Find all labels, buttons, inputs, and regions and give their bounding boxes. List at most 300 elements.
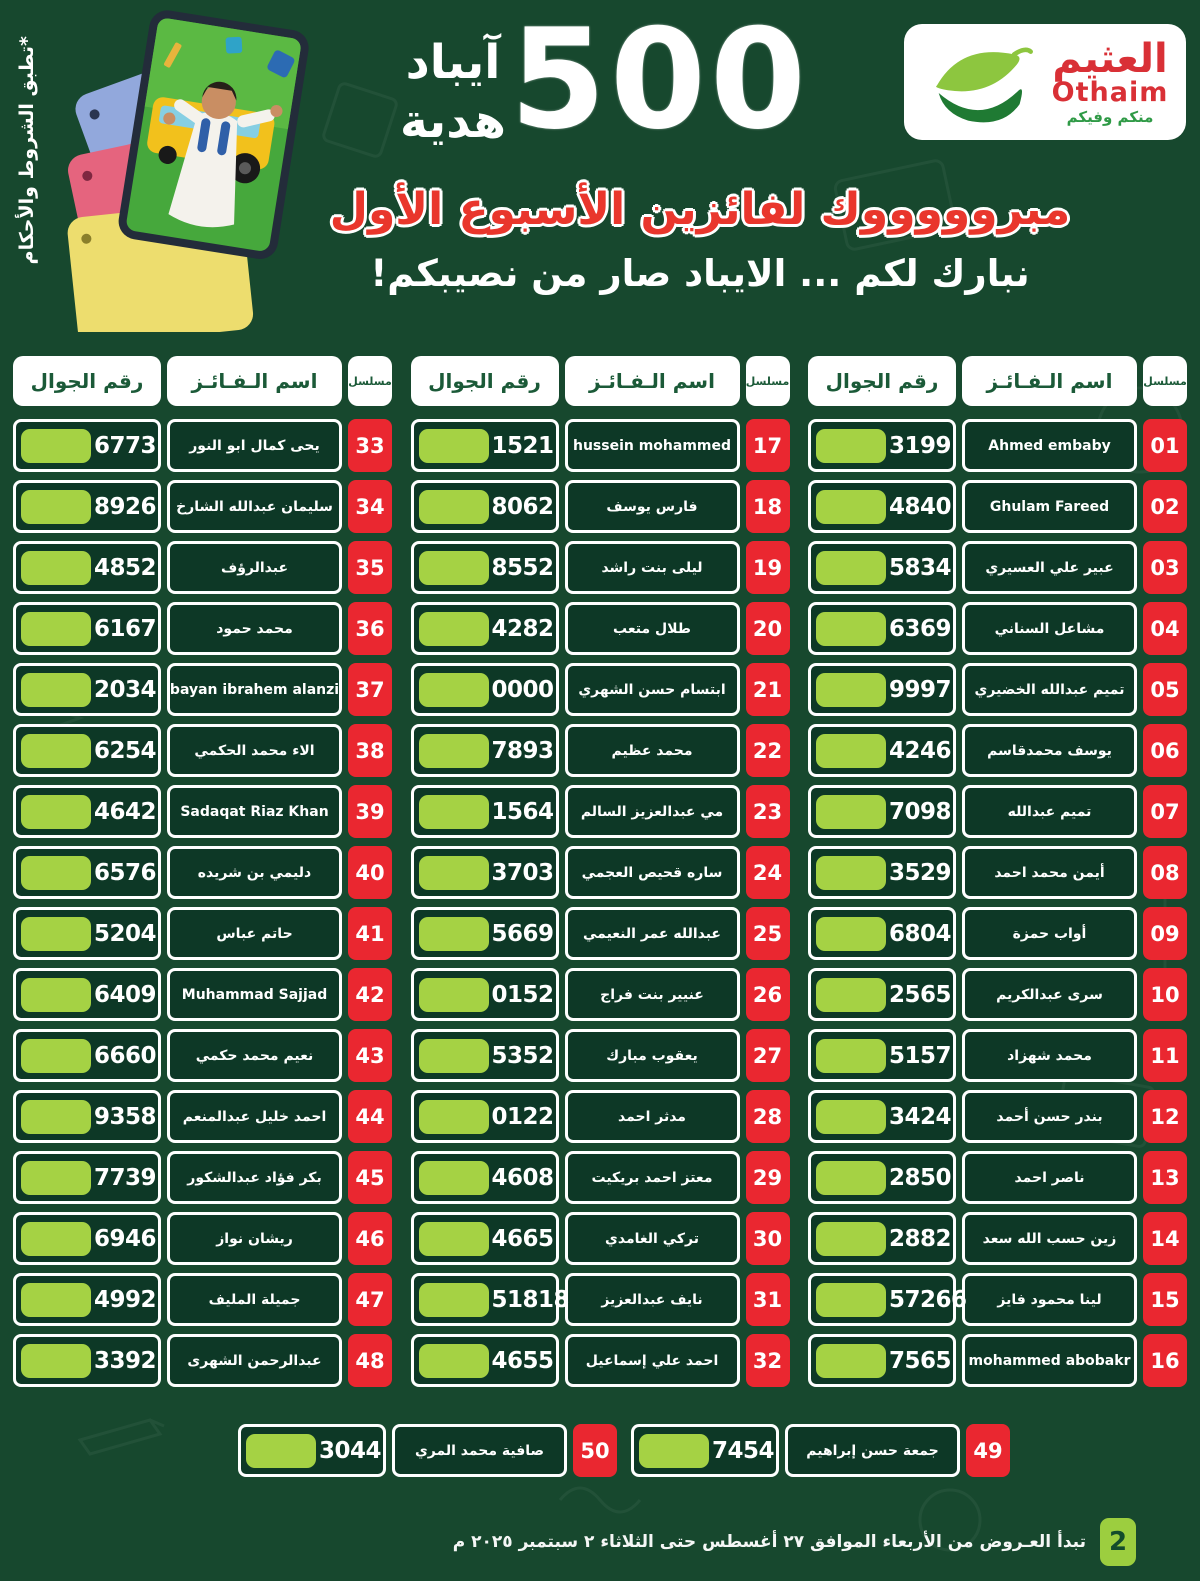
- winner-name: فارس يوسف: [565, 480, 740, 533]
- phone-visible-digits: 7098: [889, 798, 952, 825]
- table-row: [13, 1151, 392, 1204]
- phone-censor-pill: [816, 429, 886, 463]
- winner-phone: [808, 1334, 956, 1387]
- phone-visible-digits: 8926: [94, 493, 157, 520]
- phone-visible-digits: 0122: [491, 1103, 554, 1130]
- table-row: [411, 1151, 790, 1204]
- winner-name: الاء محمد الحكمي: [167, 724, 342, 777]
- phone-censor-pill: [21, 1039, 91, 1073]
- winners-column-3: [13, 356, 392, 1395]
- table-header-row: [13, 356, 392, 406]
- winner-serial: 24: [746, 846, 790, 899]
- winner-phone: [13, 541, 161, 594]
- phone-visible-digits: 7739: [94, 1164, 157, 1191]
- table-row: [13, 785, 392, 838]
- table-row: [411, 419, 790, 472]
- phone-visible-digits: 3424: [889, 1103, 952, 1130]
- phone-censor-pill: [419, 978, 489, 1012]
- phone-visible-digits: 2882: [889, 1225, 952, 1252]
- header-serial: مسلسل: [746, 356, 790, 406]
- phone-visible-digits: 0000: [491, 676, 554, 703]
- phone-censor-pill: [21, 1344, 91, 1378]
- table-row: [13, 1029, 392, 1082]
- header-phone: رقم الجوال: [13, 356, 161, 406]
- table-row: [808, 724, 1187, 777]
- phone-visible-digits: 1521: [491, 432, 554, 459]
- phone-censor-pill: [816, 1039, 886, 1073]
- winner-serial: 25: [746, 907, 790, 960]
- phone-censor-pill: [419, 1344, 489, 1378]
- phone-visible-digits: 5834: [889, 554, 952, 581]
- winner-serial: 04: [1143, 602, 1187, 655]
- winner-phone: [631, 1424, 779, 1477]
- phone-visible-digits: 5157: [889, 1042, 952, 1069]
- phone-censor-pill: [21, 917, 91, 951]
- table-row: [808, 846, 1187, 899]
- phone-visible-digits: 6409: [94, 981, 157, 1008]
- phone-censor-pill: [419, 795, 489, 829]
- winner-phone: [13, 1273, 161, 1326]
- winner-phone: [13, 1151, 161, 1204]
- table-row: [411, 785, 790, 838]
- table-row: [13, 663, 392, 716]
- phone-censor-pill: [21, 673, 91, 707]
- table-row: [13, 907, 392, 960]
- phone-censor-pill: [21, 1161, 91, 1195]
- phone-visible-digits: 7565: [889, 1347, 952, 1374]
- leaf-icon: [922, 36, 1040, 128]
- phone-censor-pill: [816, 1100, 886, 1134]
- phone-visible-digits: 4992: [94, 1286, 157, 1313]
- winner-serial: 06: [1143, 724, 1187, 777]
- winner-serial: 31: [746, 1273, 790, 1326]
- phone-censor-pill: [816, 612, 886, 646]
- phone-visible-digits: 3392: [94, 1347, 157, 1374]
- phone-censor-pill: [419, 734, 489, 768]
- winner-name: عبير علي العسيري: [962, 541, 1137, 594]
- winner-phone: [13, 785, 161, 838]
- winner-serial: 08: [1143, 846, 1187, 899]
- phone-visible-digits: 0152: [491, 981, 554, 1008]
- winner-phone: [808, 1090, 956, 1143]
- phone-visible-digits: 4665: [491, 1225, 554, 1252]
- phone-visible-digits: 7454: [712, 1437, 775, 1464]
- winner-serial: 28: [746, 1090, 790, 1143]
- winner-name: أيمن محمد احمد: [962, 846, 1137, 899]
- winner-phone: [411, 968, 559, 1021]
- phone-visible-digits: 9358: [94, 1103, 157, 1130]
- winner-name: بندر حسن أحمد: [962, 1090, 1137, 1143]
- winner-name: Muhammad Sajjad: [167, 968, 342, 1021]
- table-row: [631, 1424, 1010, 1477]
- phone-visible-digits: 2850: [889, 1164, 952, 1191]
- winner-phone: [808, 1212, 956, 1265]
- winner-serial: 12: [1143, 1090, 1187, 1143]
- phone-censor-pill: [816, 856, 886, 890]
- winner-name: مشاعل السناني: [962, 602, 1137, 655]
- phone-visible-digits: 5204: [94, 920, 157, 947]
- winner-phone: [808, 785, 956, 838]
- header-phone: رقم الجوال: [411, 356, 559, 406]
- winner-name: محمد عظيم: [565, 724, 740, 777]
- phone-censor-pill: [419, 1283, 489, 1317]
- table-row: [411, 907, 790, 960]
- table-row: [808, 419, 1187, 472]
- winner-name: عبدالرؤف: [167, 541, 342, 594]
- phone-censor-pill: [419, 1222, 489, 1256]
- winner-phone: [808, 1029, 956, 1082]
- table-row: [808, 1273, 1187, 1326]
- phone-visible-digits: 6660: [94, 1042, 157, 1069]
- winner-serial: 43: [348, 1029, 392, 1082]
- phone-visible-digits: 9997: [889, 676, 952, 703]
- winner-phone: [238, 1424, 386, 1477]
- phone-censor-pill: [21, 734, 91, 768]
- winner-serial: 13: [1143, 1151, 1187, 1204]
- winner-serial: 16: [1143, 1334, 1187, 1387]
- winner-name: ساره قحيص العجمي: [565, 846, 740, 899]
- table-row: [13, 602, 392, 655]
- table-row: [411, 1090, 790, 1143]
- winner-phone: [411, 1334, 559, 1387]
- phone-visible-digits: 6804: [889, 920, 952, 947]
- winner-serial: 30: [746, 1212, 790, 1265]
- winner-serial: 44: [348, 1090, 392, 1143]
- winner-phone: [13, 968, 161, 1021]
- phone-visible-digits: 4840: [889, 493, 952, 520]
- winner-phone: [411, 846, 559, 899]
- winner-phone: [13, 602, 161, 655]
- table-row: [238, 1424, 617, 1477]
- winner-serial: 11: [1143, 1029, 1187, 1082]
- winner-phone: [13, 663, 161, 716]
- winner-phone: [411, 1212, 559, 1265]
- phone-censor-pill: [21, 490, 91, 524]
- phone-visible-digits: 4246: [889, 737, 952, 764]
- congrats-subheadline: نبارك لكم ... الايباد صار من نصيبكم!: [370, 252, 1030, 295]
- phone-visible-digits: 5669: [491, 920, 554, 947]
- phone-visible-digits: 8062: [491, 493, 554, 520]
- table-row: [808, 1334, 1187, 1387]
- winners-table: [13, 356, 1187, 1395]
- winner-serial: 34: [348, 480, 392, 533]
- phone-censor-pill: [419, 856, 489, 890]
- winner-serial: 42: [348, 968, 392, 1021]
- phone-censor-pill: [816, 673, 886, 707]
- table-row: [13, 1212, 392, 1265]
- phone-censor-pill: [419, 429, 489, 463]
- phone-visible-digits: 4852: [94, 554, 157, 581]
- phone-censor-pill: [21, 1100, 91, 1134]
- table-row: [13, 419, 392, 472]
- winner-serial: 01: [1143, 419, 1187, 472]
- winner-name: bayan ibrahem alanzi: [167, 663, 342, 716]
- table-row: [411, 541, 790, 594]
- table-row: [808, 785, 1187, 838]
- winner-phone: [411, 663, 559, 716]
- table-row: [411, 724, 790, 777]
- phone-censor-pill: [816, 551, 886, 585]
- table-row: [808, 1212, 1187, 1265]
- winner-name: دليمي بن شريده: [167, 846, 342, 899]
- winner-name: محمد شهزاد: [962, 1029, 1137, 1082]
- winner-phone: [13, 1212, 161, 1265]
- winner-phone: [808, 419, 956, 472]
- phone-visible-digits: 51818: [491, 1286, 570, 1313]
- table-row: [411, 846, 790, 899]
- winner-name: يوسف محمدقاسم: [962, 724, 1137, 777]
- winner-serial: 33: [348, 419, 392, 472]
- table-row: [808, 541, 1187, 594]
- phone-censor-pill: [21, 795, 91, 829]
- winner-phone: [808, 846, 956, 899]
- terms-note: *تطبق الشروط والأحكام: [16, 36, 38, 265]
- winner-serial: 18: [746, 480, 790, 533]
- table-row: [411, 1273, 790, 1326]
- winner-serial: 05: [1143, 663, 1187, 716]
- winner-name: حاتم عباس: [167, 907, 342, 960]
- table-row: [411, 602, 790, 655]
- phone-censor-pill: [816, 1283, 886, 1317]
- footer: [453, 1518, 1136, 1566]
- table-row: [411, 1334, 790, 1387]
- phone-censor-pill: [246, 1434, 316, 1468]
- winner-phone: [808, 602, 956, 655]
- winner-phone: [13, 1090, 161, 1143]
- winner-serial: 03: [1143, 541, 1187, 594]
- prize-word-ipad: آيباد: [405, 35, 501, 90]
- winner-name: طلال متعب: [565, 602, 740, 655]
- table-row: [411, 663, 790, 716]
- winners-bottom-row: [238, 1424, 1010, 1477]
- table-row: [13, 1090, 392, 1143]
- table-row: [808, 1151, 1187, 1204]
- winner-serial: 37: [348, 663, 392, 716]
- winner-serial: 47: [348, 1273, 392, 1326]
- winners-column-2: [411, 356, 790, 1395]
- phone-censor-pill: [419, 1039, 489, 1073]
- winner-name: ناصر احمد: [962, 1151, 1137, 1204]
- phone-censor-pill: [21, 551, 91, 585]
- phone-censor-pill: [816, 917, 886, 951]
- winner-serial: 19: [746, 541, 790, 594]
- table-row: [808, 480, 1187, 533]
- table-row: [411, 480, 790, 533]
- winner-name: hussein mohammed: [565, 419, 740, 472]
- winner-name: جميلة المليف: [167, 1273, 342, 1326]
- winner-phone: [411, 1029, 559, 1082]
- winner-name: صافية محمد المري: [392, 1424, 567, 1477]
- table-row: [808, 968, 1187, 1021]
- table-row: [13, 724, 392, 777]
- winner-name: جمعة حسن إبراهيم: [785, 1424, 960, 1477]
- winner-name: Sadaqat Riaz Khan: [167, 785, 342, 838]
- winner-name: ريشان نواز: [167, 1212, 342, 1265]
- winner-serial: 39: [348, 785, 392, 838]
- winner-name: نايف عبدالعزيز: [565, 1273, 740, 1326]
- winner-phone: [808, 724, 956, 777]
- phone-censor-pill: [419, 551, 489, 585]
- winner-phone: [808, 1151, 956, 1204]
- phone-visible-digits: 2565: [889, 981, 952, 1008]
- table-row: [13, 968, 392, 1021]
- winner-serial: 29: [746, 1151, 790, 1204]
- phone-visible-digits: 6167: [94, 615, 157, 642]
- winner-name: تركي الغامدي: [565, 1212, 740, 1265]
- winner-serial: 32: [746, 1334, 790, 1387]
- winner-phone: [411, 1151, 559, 1204]
- winner-serial: 50: [573, 1424, 617, 1477]
- phone-visible-digits: 4608: [491, 1164, 554, 1191]
- phone-censor-pill: [419, 917, 489, 951]
- winner-serial: 35: [348, 541, 392, 594]
- winner-phone: [13, 846, 161, 899]
- header-name: اسم الـفـائـز: [565, 356, 740, 406]
- winner-phone: [808, 1273, 967, 1326]
- phone-visible-digits: 6576: [94, 859, 157, 886]
- phone-censor-pill: [816, 978, 886, 1012]
- phone-visible-digits: 2034: [94, 676, 157, 703]
- phone-visible-digits: 6254: [94, 737, 157, 764]
- phone-visible-digits: 5352: [491, 1042, 554, 1069]
- winner-name: سليمان عبدالله الشارخ: [167, 480, 342, 533]
- winner-serial: 26: [746, 968, 790, 1021]
- winner-serial: 46: [348, 1212, 392, 1265]
- phone-visible-digits: 6369: [889, 615, 952, 642]
- winner-name: لينا محمود فايز: [962, 1273, 1137, 1326]
- winner-name: محمد حمود: [167, 602, 342, 655]
- othaim-logo: [904, 24, 1186, 140]
- phone-censor-pill: [21, 612, 91, 646]
- table-row: [13, 480, 392, 533]
- phone-censor-pill: [419, 612, 489, 646]
- congrats-headline: مبروووووك لفائزين الأسبوع الأول: [329, 184, 1071, 235]
- winner-serial: 38: [348, 724, 392, 777]
- phone-censor-pill: [816, 1344, 886, 1378]
- header-phone: رقم الجوال: [808, 356, 956, 406]
- table-row: [411, 1029, 790, 1082]
- prize-title-words: [383, 34, 523, 152]
- phone-visible-digits: 6773: [94, 432, 157, 459]
- winner-phone: [411, 541, 559, 594]
- winner-serial: 49: [966, 1424, 1010, 1477]
- winner-serial: 17: [746, 419, 790, 472]
- phone-censor-pill: [816, 1222, 886, 1256]
- phone-censor-pill: [816, 795, 886, 829]
- brand-tagline: منكم وفيكم: [1066, 108, 1154, 127]
- winner-serial: 23: [746, 785, 790, 838]
- winner-serial: 21: [746, 663, 790, 716]
- page-number-badge: 2: [1100, 1518, 1136, 1566]
- phone-visible-digits: 8552: [491, 554, 554, 581]
- winner-name: Ghulam Fareed: [962, 480, 1137, 533]
- table-row: [808, 602, 1187, 655]
- table-header-row: [808, 356, 1187, 406]
- winner-phone: [411, 1090, 559, 1143]
- phone-visible-digits: 4655: [491, 1347, 554, 1374]
- phone-visible-digits: 4642: [94, 798, 157, 825]
- winner-phone: [411, 907, 559, 960]
- winner-phone: [411, 602, 559, 655]
- phone-visible-digits: 6946: [94, 1225, 157, 1252]
- winner-serial: 48: [348, 1334, 392, 1387]
- winner-phone: [13, 907, 161, 960]
- winner-phone: [411, 724, 559, 777]
- winner-serial: 14: [1143, 1212, 1187, 1265]
- offer-period-text: تبدأ العـروض من الأربعاء الموافق ٢٧ أغسطس حتى الثلاثاء ٢ سبتمبر ٢٠٢٥ م: [452, 1532, 1086, 1552]
- winner-phone: [13, 480, 161, 533]
- prize-word-gift: هدية: [400, 93, 506, 149]
- winner-name: معتز احمد بريكيت: [565, 1151, 740, 1204]
- winner-name: يحى كمال ابو النور: [167, 419, 342, 472]
- phone-visible-digits: 3703: [491, 859, 554, 886]
- table-row: [808, 907, 1187, 960]
- phone-censor-pill: [816, 490, 886, 524]
- phone-censor-pill: [21, 856, 91, 890]
- winner-serial: 40: [348, 846, 392, 899]
- phone-censor-pill: [639, 1434, 709, 1468]
- phone-visible-digits: 7893: [491, 737, 554, 764]
- winner-name: mohammed abobakr: [962, 1334, 1137, 1387]
- header-serial: مسلسل: [1143, 356, 1187, 406]
- winner-name: ليلى بنت راشد: [565, 541, 740, 594]
- winner-name: عبدالرحمن الشهرى: [167, 1334, 342, 1387]
- winner-serial: 20: [746, 602, 790, 655]
- winner-name: سرى عبدالكريم: [962, 968, 1137, 1021]
- table-row: [13, 1334, 392, 1387]
- winner-serial: 36: [348, 602, 392, 655]
- prize-count: 500: [509, 0, 810, 160]
- winner-serial: 02: [1143, 480, 1187, 533]
- winners-column-1: [808, 356, 1187, 1395]
- brand-name-arabic: العثيم: [1052, 35, 1168, 82]
- header-name: اسم الـفـائـز: [962, 356, 1137, 406]
- winner-phone: [13, 1029, 161, 1082]
- phone-visible-digits: 3529: [889, 859, 952, 886]
- winner-name: مي عبدالعزيز السالم: [565, 785, 740, 838]
- table-header-row: [411, 356, 790, 406]
- brand-name-english: Othaim: [1051, 77, 1169, 109]
- winner-name: عنيير بنت فراج: [565, 968, 740, 1021]
- winner-name: ابتسام حسن الشهري: [565, 663, 740, 716]
- winner-serial: 15: [1143, 1273, 1187, 1326]
- winner-name: أواب حمزة: [962, 907, 1137, 960]
- phone-visible-digits: 3199: [889, 432, 952, 459]
- table-row: [808, 663, 1187, 716]
- winner-name: احمد خليل عبدالمنعم: [167, 1090, 342, 1143]
- winner-phone: [411, 419, 559, 472]
- table-row: [808, 1090, 1187, 1143]
- phone-censor-pill: [21, 429, 91, 463]
- phone-censor-pill: [816, 734, 886, 768]
- phone-censor-pill: [419, 490, 489, 524]
- winner-phone: [411, 480, 559, 533]
- winner-name: احمد علي إسماعيل: [565, 1334, 740, 1387]
- phone-visible-digits: 57266: [889, 1286, 967, 1313]
- winner-phone: [13, 1334, 161, 1387]
- winner-phone: [808, 907, 956, 960]
- winner-phone: [808, 541, 956, 594]
- phone-visible-digits: 1564: [491, 798, 554, 825]
- winner-name: مدثر احمد: [565, 1090, 740, 1143]
- phone-censor-pill: [419, 1161, 489, 1195]
- phone-visible-digits: 4282: [491, 615, 554, 642]
- table-row: [13, 846, 392, 899]
- table-row: [411, 968, 790, 1021]
- winner-name: زين حسب الله سعد: [962, 1212, 1137, 1265]
- phone-censor-pill: [21, 978, 91, 1012]
- winner-name: تميم عبدالله: [962, 785, 1137, 838]
